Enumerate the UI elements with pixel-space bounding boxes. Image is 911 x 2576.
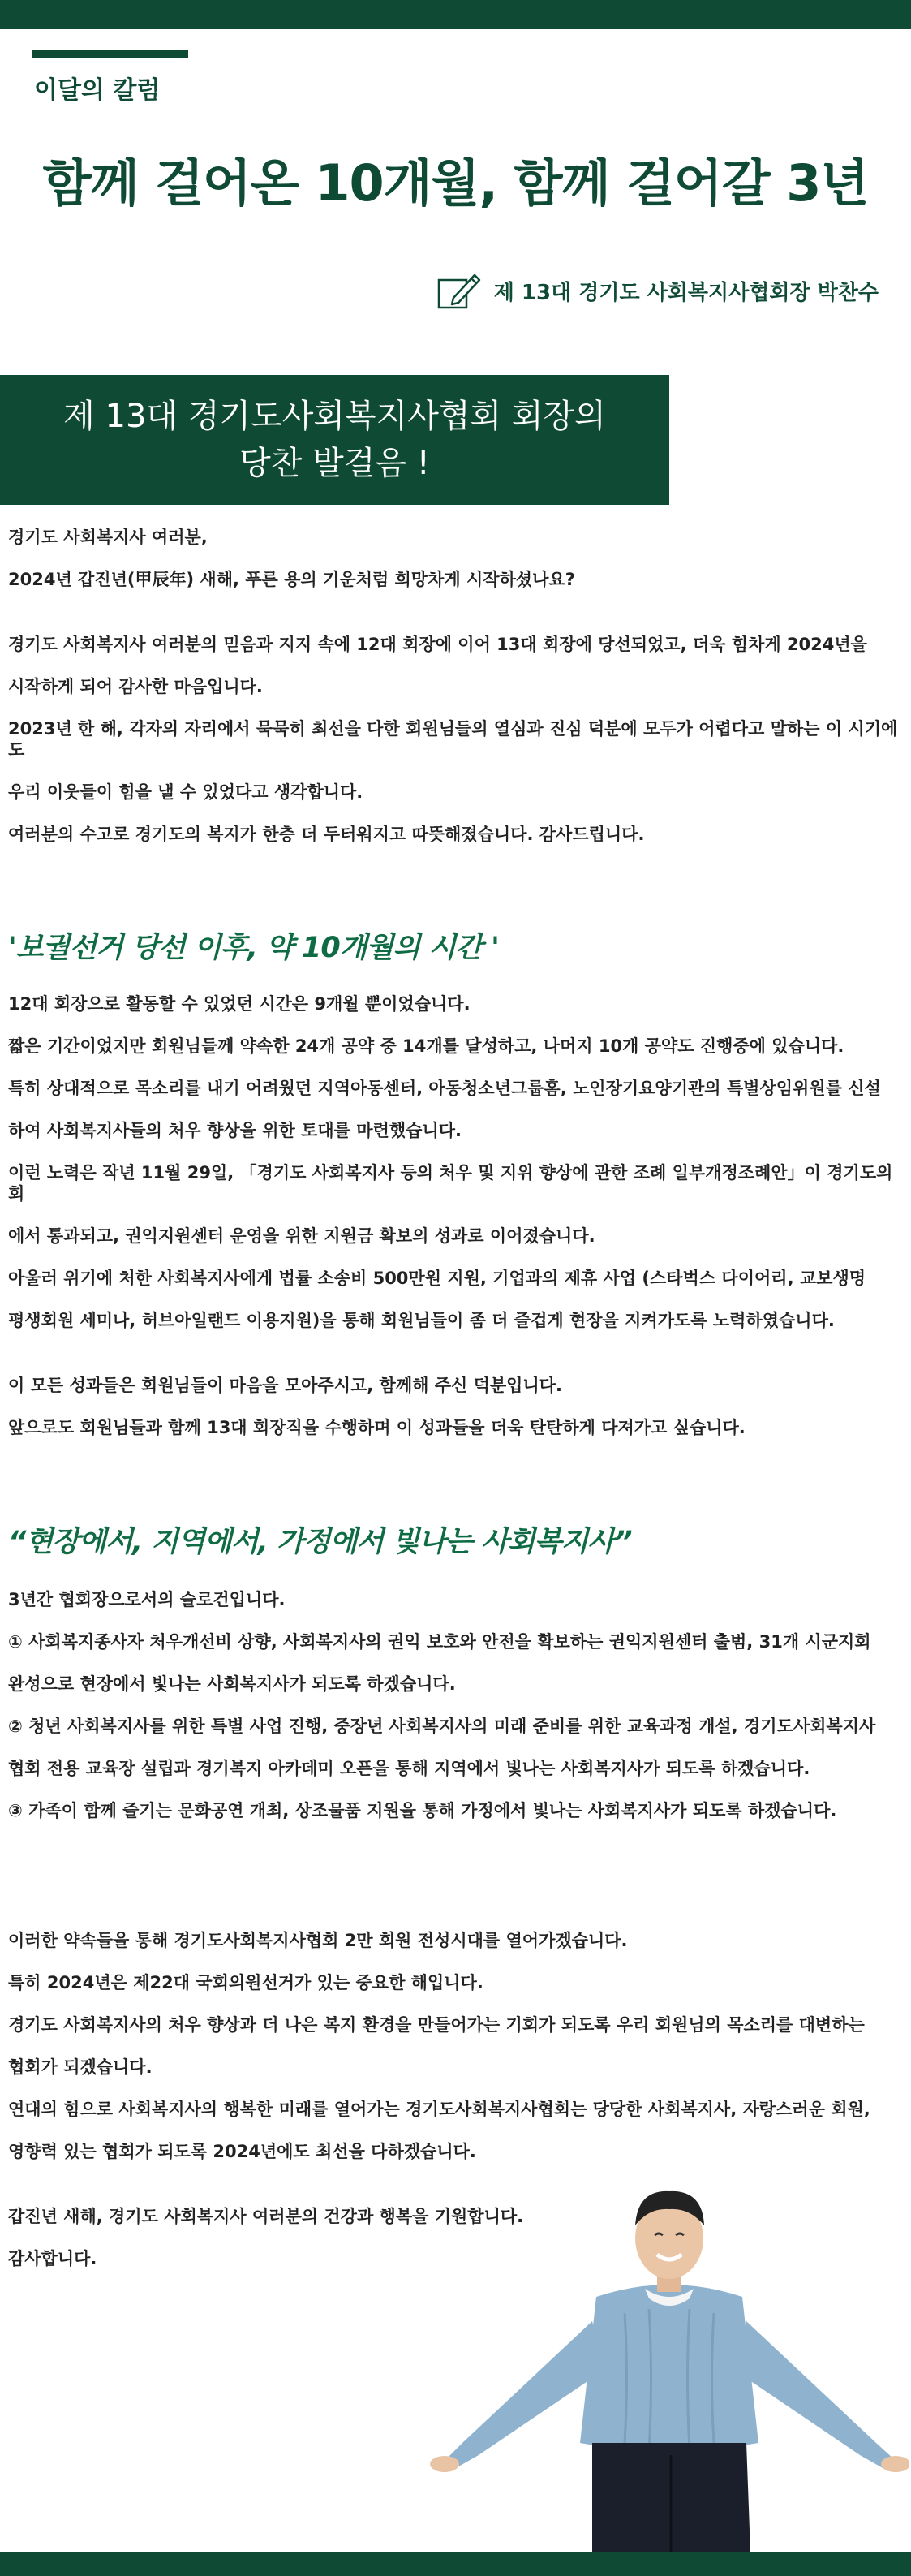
section1-line: 평생회원 세미나, 허브아일랜드 이용지원)을 통해 회원님들이 좀 더 즐겁게 현장을 지켜가도록 노력하였습니다. xyxy=(8,1311,835,1330)
section-heading-election: '보궐선거 당선 이후, 약 10개월의 시간 ' xyxy=(8,932,499,964)
section1-line: 12대 회장으로 활동할 수 있었던 시간은 9개월 뿐이었습니다. xyxy=(8,994,471,1014)
section1-line: 앞으로도 회원님들과 함께 13대 회장직을 수행하며 이 성과들을 더욱 탄탄하게 다져가고 싶습니다. xyxy=(8,1418,746,1437)
section1-line: 이 모든 성과들은 회원님들이 마음을 모아주시고, 함께해 주신 덕분입니다. xyxy=(8,1376,563,1395)
section1-block xyxy=(8,993,900,1459)
section1-line: 특히 상대적으로 목소리를 내기 어려웠던 지역아동센터, 아동청소년그룹홈, 노인장기요양기관의 특별상임위원를 신설 xyxy=(8,1079,881,1098)
closing-line: 협회가 되겠습니다. xyxy=(8,2057,153,2077)
page-title: 함께 걸어온 10개월, 함께 걸어갈 3년 xyxy=(42,153,869,213)
president-portrait xyxy=(430,2175,909,2552)
byline xyxy=(436,270,879,311)
closing-line: 연대의 힘으로 사회복지사의 행복한 미래를 열어가는 경기도사회복지사협회는 당당한 사회복지사, 자랑스러운 회원, xyxy=(8,2100,870,2119)
section2-line: 3년간 협회장으로서의 슬로건입니다. xyxy=(8,1590,286,1609)
closing-line: 감사합니다. xyxy=(8,2249,97,2268)
intro-line: 2023년 한 해, 각자의 자리에서 묵묵히 최선을 다한 회원님들의 열심과 진심 덕분에 모두가 어렵다고 말하는 이 시기에도 xyxy=(8,719,898,760)
intro-line: 우리 이웃들이 힘을 낼 수 있었다고 생각합니다. xyxy=(8,782,363,802)
pen-write-icon xyxy=(436,270,483,311)
closing-line: 갑진년 새해, 경기도 사회복지사 여러분의 건강과 행복을 기원합니다. xyxy=(8,2207,524,2226)
intro-block xyxy=(8,527,900,866)
section1-line: 아울러 위기에 처한 사회복지사에게 법률 소송비 500만원 지원, 기업과의 제휴 사업 (스타벅스 다이어리, 교보생명 xyxy=(8,1269,866,1288)
intro-line: 2024년 갑진년(甲辰年) 새해, 푸른 용의 기운처럼 희망차게 시작하셨나요? xyxy=(8,570,575,589)
section-heading-slogan: “현장에서, 지역에서, 가정에서 빛나는 사회복지사” xyxy=(8,1526,632,1558)
section2-line: 협회 전용 교육장 설립과 경기복지 아카데미 오픈을 통해 지역에서 빛나는 사회복지사가 되도록 하겠습니다. xyxy=(8,1759,810,1778)
section1-line: 에서 통과되고, 권익지원센터 운영을 위한 지원금 확보의 성과로 이어졌습니다. xyxy=(8,1226,595,1246)
bottom-accent-bar xyxy=(0,2552,911,2576)
section2-line: 완성으로 현장에서 빛나는 사회복지사가 되도록 하겠습니다. xyxy=(8,1674,456,1694)
closing-line: 영향력 있는 협회가 되도록 2024년에도 최선을 다하겠습니다. xyxy=(8,2142,476,2161)
column-kicker: 이달의 칼럼 xyxy=(34,76,161,105)
banner-line-2: 당찬 발걸음 ! xyxy=(239,445,430,482)
intro-line: 경기도 사회복지사 여러분의 믿음과 지지 속에 12대 회장에 이어 13대 회장에 당선되었고, 더욱 힘차게 2024년을 xyxy=(8,635,867,654)
section1-line: 이런 노력은 작년 11월 29일, 「경기도 사회복지사 등의 처우 및 지위 향상에 관한 조례 일부개정조례안」이 경기도의회 xyxy=(8,1163,893,1204)
closing-line: 특히 2024년은 제22대 국회의원선거가 있는 중요한 해입니다. xyxy=(8,1973,483,1992)
section2-line: ② 청년 사회복지사를 위한 특별 사업 진행, 중장년 사회복지사의 미래 준비를 위한 교육과정 개설, 경기도사회복지사 xyxy=(8,1717,876,1736)
kicker-underline xyxy=(32,50,188,58)
section2-line: ① 사회복지종사자 처우개선비 상향, 사회복지사의 권익 보호와 안전을 확보하는 권익지원센터 출범, 31개 시군지회 xyxy=(8,1632,871,1652)
author-name: 제 13대 경기도 사회복지사협회장 박찬수 xyxy=(493,280,879,305)
banner-line-1: 제 13대 경기도사회복지사협회 회장의 xyxy=(63,398,606,435)
section2-block xyxy=(8,1589,900,1842)
section1-line: 하여 사회복지사들의 처우 향상을 위한 토대를 마련했습니다. xyxy=(8,1121,462,1140)
intro-line: 여러분의 수고로 경기도의 복지가 한층 더 두터워지고 따뜻해졌습니다. 감사드립니다. xyxy=(8,825,645,844)
headline-banner xyxy=(0,375,669,505)
section2-line: ③ 가족이 함께 즐기는 문화공연 개최, 상조물품 지원을 통해 가정에서 빛나는 사회복지사가 되도록 하겠습니다. xyxy=(8,1801,837,1820)
closing-line: 경기도 사회복지사의 처우 향상과 더 나은 복지 환경을 만들어가는 기회가 되도록 우리 회원님의 목소리를 대변하는 xyxy=(8,2015,865,2035)
intro-line: 경기도 사회복지사 여러분, xyxy=(8,528,208,547)
section1-line: 짧은 기간이었지만 회원님들께 약속한 24개 공약 중 14개를 달성하고, 나머지 10개 공약도 진행중에 있습니다. xyxy=(8,1036,844,1056)
closing-line: 이러한 약속들을 통해 경기도사회복지사협회 2만 회원 전성시대를 열어가겠습니다. xyxy=(8,1931,628,1950)
intro-line: 시작하게 되어 감사한 마음입니다. xyxy=(8,677,263,696)
top-accent-bar xyxy=(0,0,911,29)
